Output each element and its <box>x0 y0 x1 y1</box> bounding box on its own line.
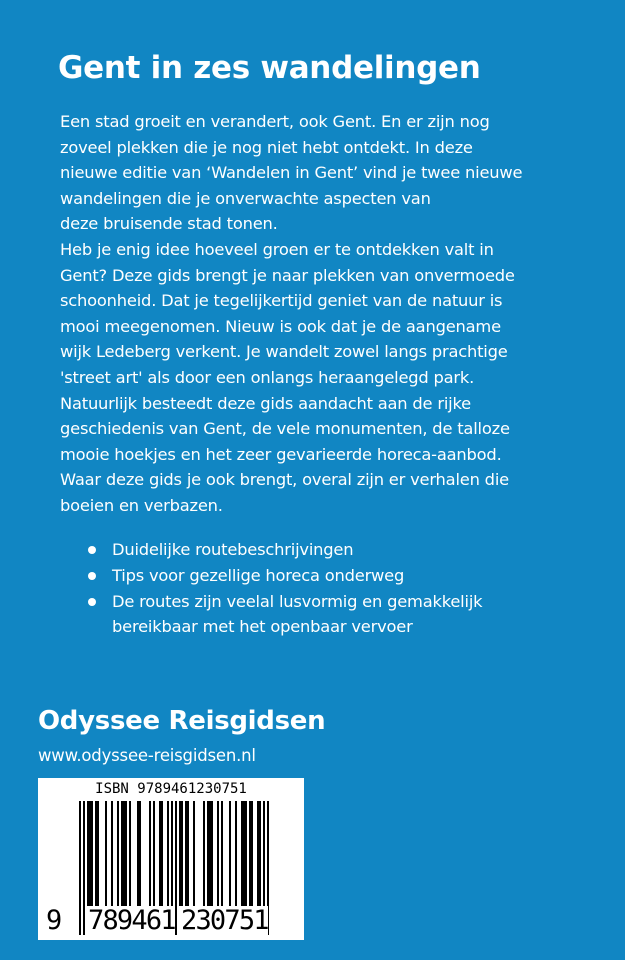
barcode-bar <box>243 801 245 906</box>
blurb-line: nieuwe editie van ‘Wandelen in Gent’ vind je twee nieuwe <box>60 163 523 183</box>
barcode-bar <box>259 801 261 906</box>
blurb-line: Heb je enig idee hoeveel groen er te ontdekken valt in <box>60 239 494 259</box>
barcode-bar <box>175 801 177 935</box>
barcode-bar <box>159 801 161 906</box>
barcode-bar <box>217 801 219 906</box>
blurb-line: deze bruisende stad tonen. <box>60 214 278 234</box>
blurb-line: 'street art' als door een onlangs heraangelegd park. <box>60 367 475 387</box>
barcode-bar <box>257 801 259 906</box>
blurb-line: wijk Ledeberg verkent. Je wandelt zowel langs prachtige <box>60 342 508 362</box>
barcode-bar <box>83 801 85 935</box>
blurb-line: Een stad groeit en verandert, ook Gent. En er zijn nog <box>60 112 490 131</box>
barcode-bar <box>111 801 113 906</box>
barcode-digits-right: 230751 <box>181 905 268 936</box>
barcode-bar <box>221 801 223 906</box>
barcode-bar <box>125 801 127 906</box>
blurb-line: schoonheid. Dat je tegelijkertijd geniet van de natuur is <box>60 291 503 311</box>
feature-item <box>88 563 482 589</box>
blurb-line: Natuurlijk besteedt deze gids aandacht aan de rijke <box>60 393 471 413</box>
barcode-bar <box>251 801 253 906</box>
feature-item-line: Tips voor gezellige horeca onderweg <box>112 565 405 585</box>
barcode-bar <box>149 801 151 906</box>
feature-item-line: De routes zijn veelal lusvormig en gemakkelijk <box>112 591 483 611</box>
barcode-bar <box>209 801 211 906</box>
barcode-bar <box>249 801 251 906</box>
barcode-bar <box>105 801 107 906</box>
barcode-bar <box>179 801 181 906</box>
barcode-bar <box>187 801 189 906</box>
barcode-bar <box>245 801 247 906</box>
barcode-bar <box>137 801 139 906</box>
barcode-bar <box>181 801 183 906</box>
barcode-bar <box>203 801 205 906</box>
bullet-icon <box>88 546 96 554</box>
blurb-line: zoveel plekken die je nog niet hebt ontdekt. In deze <box>60 137 473 157</box>
book-title: Gent in zes wandelingen <box>58 50 481 86</box>
feature-item <box>88 589 482 641</box>
isbn-label: ISBN 9789461230751 <box>95 781 247 797</box>
barcode-bar <box>211 801 213 906</box>
barcode-bar <box>97 801 99 906</box>
barcode-digit-first: 9 <box>46 905 63 936</box>
blurb-line: Waar deze gids je ook brengt, overal zijn er verhalen die <box>60 470 509 490</box>
blurb-line: boeien en verbazen. <box>60 495 223 515</box>
blurb-text <box>60 109 522 519</box>
publisher-url: www.odyssee-reisgidsen.nl <box>38 746 256 765</box>
barcode-digits-left: 789461 <box>88 905 175 936</box>
feature-item-line: bereikbaar met het openbaar vervoer <box>112 617 413 637</box>
bullet-icon <box>88 572 96 580</box>
blurb-line: mooi meegenomen. Nieuw is ook dat je de aangename <box>60 316 501 336</box>
barcode-bar <box>241 801 243 906</box>
publisher-name: Odyssee Reisgidsen <box>38 706 326 736</box>
blurb-line: wandelingen die je onverwachte aspecten van <box>60 188 431 208</box>
barcode-bar <box>121 801 123 906</box>
barcode-bar <box>87 801 89 906</box>
barcode-bar <box>235 801 237 906</box>
barcode-bar <box>207 801 209 906</box>
barcode-bar <box>79 801 81 935</box>
blurb-line: Gent? Deze gids brengt je naar plekken van onvermoede <box>60 265 515 285</box>
bullet-icon <box>88 598 96 606</box>
feature-item-line: Duidelijke routebeschrijvingen <box>112 540 354 559</box>
barcode-bar <box>95 801 97 906</box>
barcode-bar <box>153 801 155 906</box>
barcode-bar <box>167 801 169 906</box>
barcode-bar <box>193 801 195 906</box>
barcode <box>38 778 304 940</box>
blurb-line: mooie hoekjes en het zeer gevarieerde horeca-aanbod. <box>60 444 502 464</box>
barcode-bar <box>129 801 131 906</box>
barcode-bar <box>117 801 119 906</box>
barcode-bar <box>161 801 163 906</box>
barcode-bar <box>139 801 141 906</box>
barcode-bar <box>91 801 93 906</box>
barcode-bar <box>229 801 231 906</box>
barcode-bar <box>185 801 187 906</box>
feature-item <box>88 537 482 563</box>
barcode-bar <box>123 801 125 906</box>
barcode-bar <box>89 801 91 906</box>
feature-list <box>88 537 482 640</box>
blurb-line: geschiedenis van Gent, de vele monumenten, de talloze <box>60 419 510 439</box>
